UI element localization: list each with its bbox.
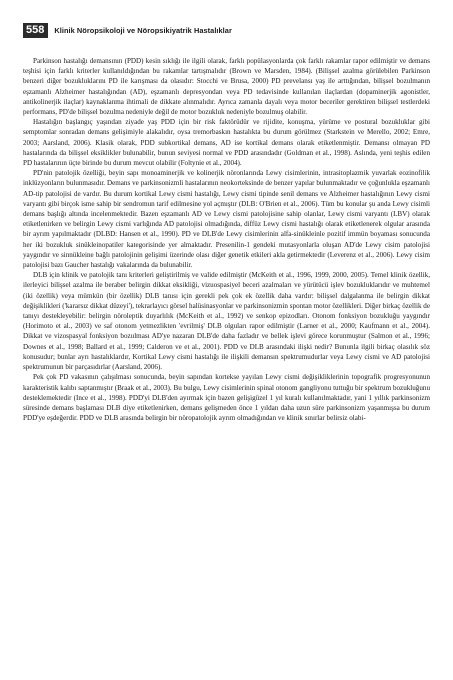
paragraph: Parkinson hastalığı demansının (PDD) kesin sıklığı ile ilgili olarak, farklı popülasyonlarda çok farklı rakamlar rapor edilmiştir ve demans teşhisi için farklı kriterler kullanıldığından bu rakamlar tartışmalıdır (Brown ve Marsden, 1984). (Bilişsel azalma görülebilen Parkinson benzeri diğer bozukluklarını PD ile karışması da olasıdır: Stocchi ve Brusa, 2000) PD prevelansı yaş ile arttığından, bilişsel bozulmanın eşzamanlı Alzheimer hastalığından (AD), eşzamanlı depresyondan veya PD tedavisinde kullanılan ilaçlardan (dopaminerjik agonistler, antikolinerjik ilaçlar) kaynaklanma ihtimali de dikkate alınmalıdır. Ayrıca zamanla dayalı veya motor beceriler gerektiren bilişsel testlerdeki performans, PD'de bilişsel bozulma nedeniyle değil de motor bozukluk nedeniyle bozulmuş olabilir. [23, 57, 430, 117]
paragraph: Pek çok PD vakasının çalışılması sonucunda, beyin sapından kortekse yayılan Lewy cismi değişikliklerinin topografik progresyonunun karakteristik kalıbı saptanmıştır (Braak et al., 2003). Bu bulgu, Lewy cisimlerinin spinal otonom gangliyonu tuttuğu bir spektrum bozukluğunu desteklemektedir (Ince et al., 1998). PDD'yi DLB'den ayırmak için bazen gelişigüzel 1 yıl kuralı kullanılmaktadır, yani 1 yıllık parkinsonizm süresinde demans başlaması DLB diye etiketlenirken, demans gelişmeden önce 1 yıldan daha uzun süre parkinsonizm yaşanmışsa bu durum PDD'ye eşdeğerdir. PDD ve DLB arasında belirgin bir nöropatolojik ayrım olmadığından ve klinik sınırlar belirsiz olabi- [23, 373, 430, 423]
paragraph: PD'nin patolojik özelliği, beyin sapı monoaminerjik ve kolinerjik nöronlarında Lewy cisimlerinin, intrasitoplazmik yuvarlak eozinofilik inklüzyonların bulunmasıdır. Demans ve parkinsonizmli hastalarının neokorteksinde de benzer yapılar bulunmaktadır ve çoğunlukla eşzamanlı AD-tip patolojisi de vardır. Bu durum kortikal Lewy cismi hastalığı, Lewy cismi tipinde senil demans ve Alzheimer hastalığının Lewy cismi varyantı gibi birçok isme sahip bir sendromun tarif edilmesine yol açmıştır (DLB: O'Brien et al., 2006). Tüm bu konular şu anda Lewy cisimli demans başlığı altında incelenmektedir. Bazen eşzamanlı AD ve Lewy cismi patolojisine sahip olanlar, Lewy cismi varyantı (LBV) olarak etiketlenirken ve belirgin Lewy cismi varlığında AD patolojisi olmadığında, diffüz Lewy cismi hastalığı olarak etiketlenerek olgular arasında bir ayrım yapılmaktadır (DLBD: Hansen et al., 1990). PD ve DLB'de Lewy cisimlerinin alfa-sinükleinle pozitif immün boyaması sonucunda her iki bozukluk sinükleinopatiler kategorisinde yer almaktadır. Presenilin-1 gendeki mutasyonlarla oluşan AD'de Lewy cisim patolojisi yaygındır ve sinnükleine bağlı patolojinin gelişimi üzerinde olası diğer genetik etkileri akla getirmektedir (Leverenz et al., 2006). Lewy cisim patolojisi bazı Gaucher hastalığı vakalarında da bulunabilir. [23, 169, 430, 270]
paragraph: DLB için klinik ve patolojik tanı kriterleri geliştirilmiş ve valide edilmiştir (McKeith et al., 1996, 1999, 2000, 2005). Temel klinik özellik, ilerleyici bilişsel azalma ile beraber belirgin dikkat eksikliği, vizuospasiyel beceri azalmaları ve yürütücü işlev bozukluklarıdır ve muhtemel (iki özellik) veya mümkün (bir özellik) DLB tanısı için gerekli pek çok ek özellik daha vardır: bilişsel dalgalanma ile belirgin dikkat değişiklikleri ('kararsız dikkat düzeyi'), tekrarlayıcı görsel halüsinasyonlar ve parkinsonizmin spontan motor özellikleri. Diğer birkaç özellik de tanıyı destekleyebilir: belirgin nöroleptik duyarlılık (McKeith et al., 1992) ve senkop epizodları. Otonom fonksiyon bozukluğu yaygındır (Horimoto et al., 2003) ve saf otonom yetmezlikten 'evrilmiş' DLB olguları rapor edilmiştir (Larner et al., 2000; Kaufmann et al., 2004). Dikkat ve vizospasyal fonksiyon bozulması AD'ye nazaran DLB'de daha fazladır ve bellek işlevi görece korunmuştur (Salmon et al., 1996; Downes et al., 1998; Ballard et al., 1999; Calderon ve et al., 2001). PDD ve DLB arasındaki ilişki nedir? Bununla ilgili birkaç olasılık söz konusudur; bunlar ayrı hastalıklardır, Kortikal Lewy cismi hastalığı ile ilişkili demansın spektrumudurlar veya Lewy cismi ve AD patolojisi spektrumunun bir parçasıdırlar (Aarsland, 2006). [23, 271, 430, 372]
page-number: 558 [23, 23, 48, 38]
paragraph: Hastalığın başlangıç yaşından ziyade yaş PDD için bir risk faktörüdür ve rijidite, konuşma, yürüme ve postural bozukluklar gibi semptomlar sonradan demans gelişimiyle alakalıdır, oysa tremorbaskın hastalıkta bu durum görülmez (Starkstein ve Merello, 2002; Emre, 2003; Aarsland, 2006). Klasik olarak, PDD subkortikal demans, AD ise kortikal demans olarak etiketlenmiştir. Demansı olmayan PD hastalarında da bilişsel eksiklikler bulunabilir, bunun seviyesi normal ve PDD arasındadır (Goldman et al., 1998). Aslında, yeni teşhis edilen PD hastalarının üçte birinde bu durum mevcut olabilir (Foltynie et al., 2004). [23, 118, 430, 168]
page-header [23, 22, 232, 38]
running-title: Klinik Nöropsikoloji ve Nöropsikiyatrik Hastalıklar [54, 25, 232, 35]
body-text [23, 56, 430, 423]
